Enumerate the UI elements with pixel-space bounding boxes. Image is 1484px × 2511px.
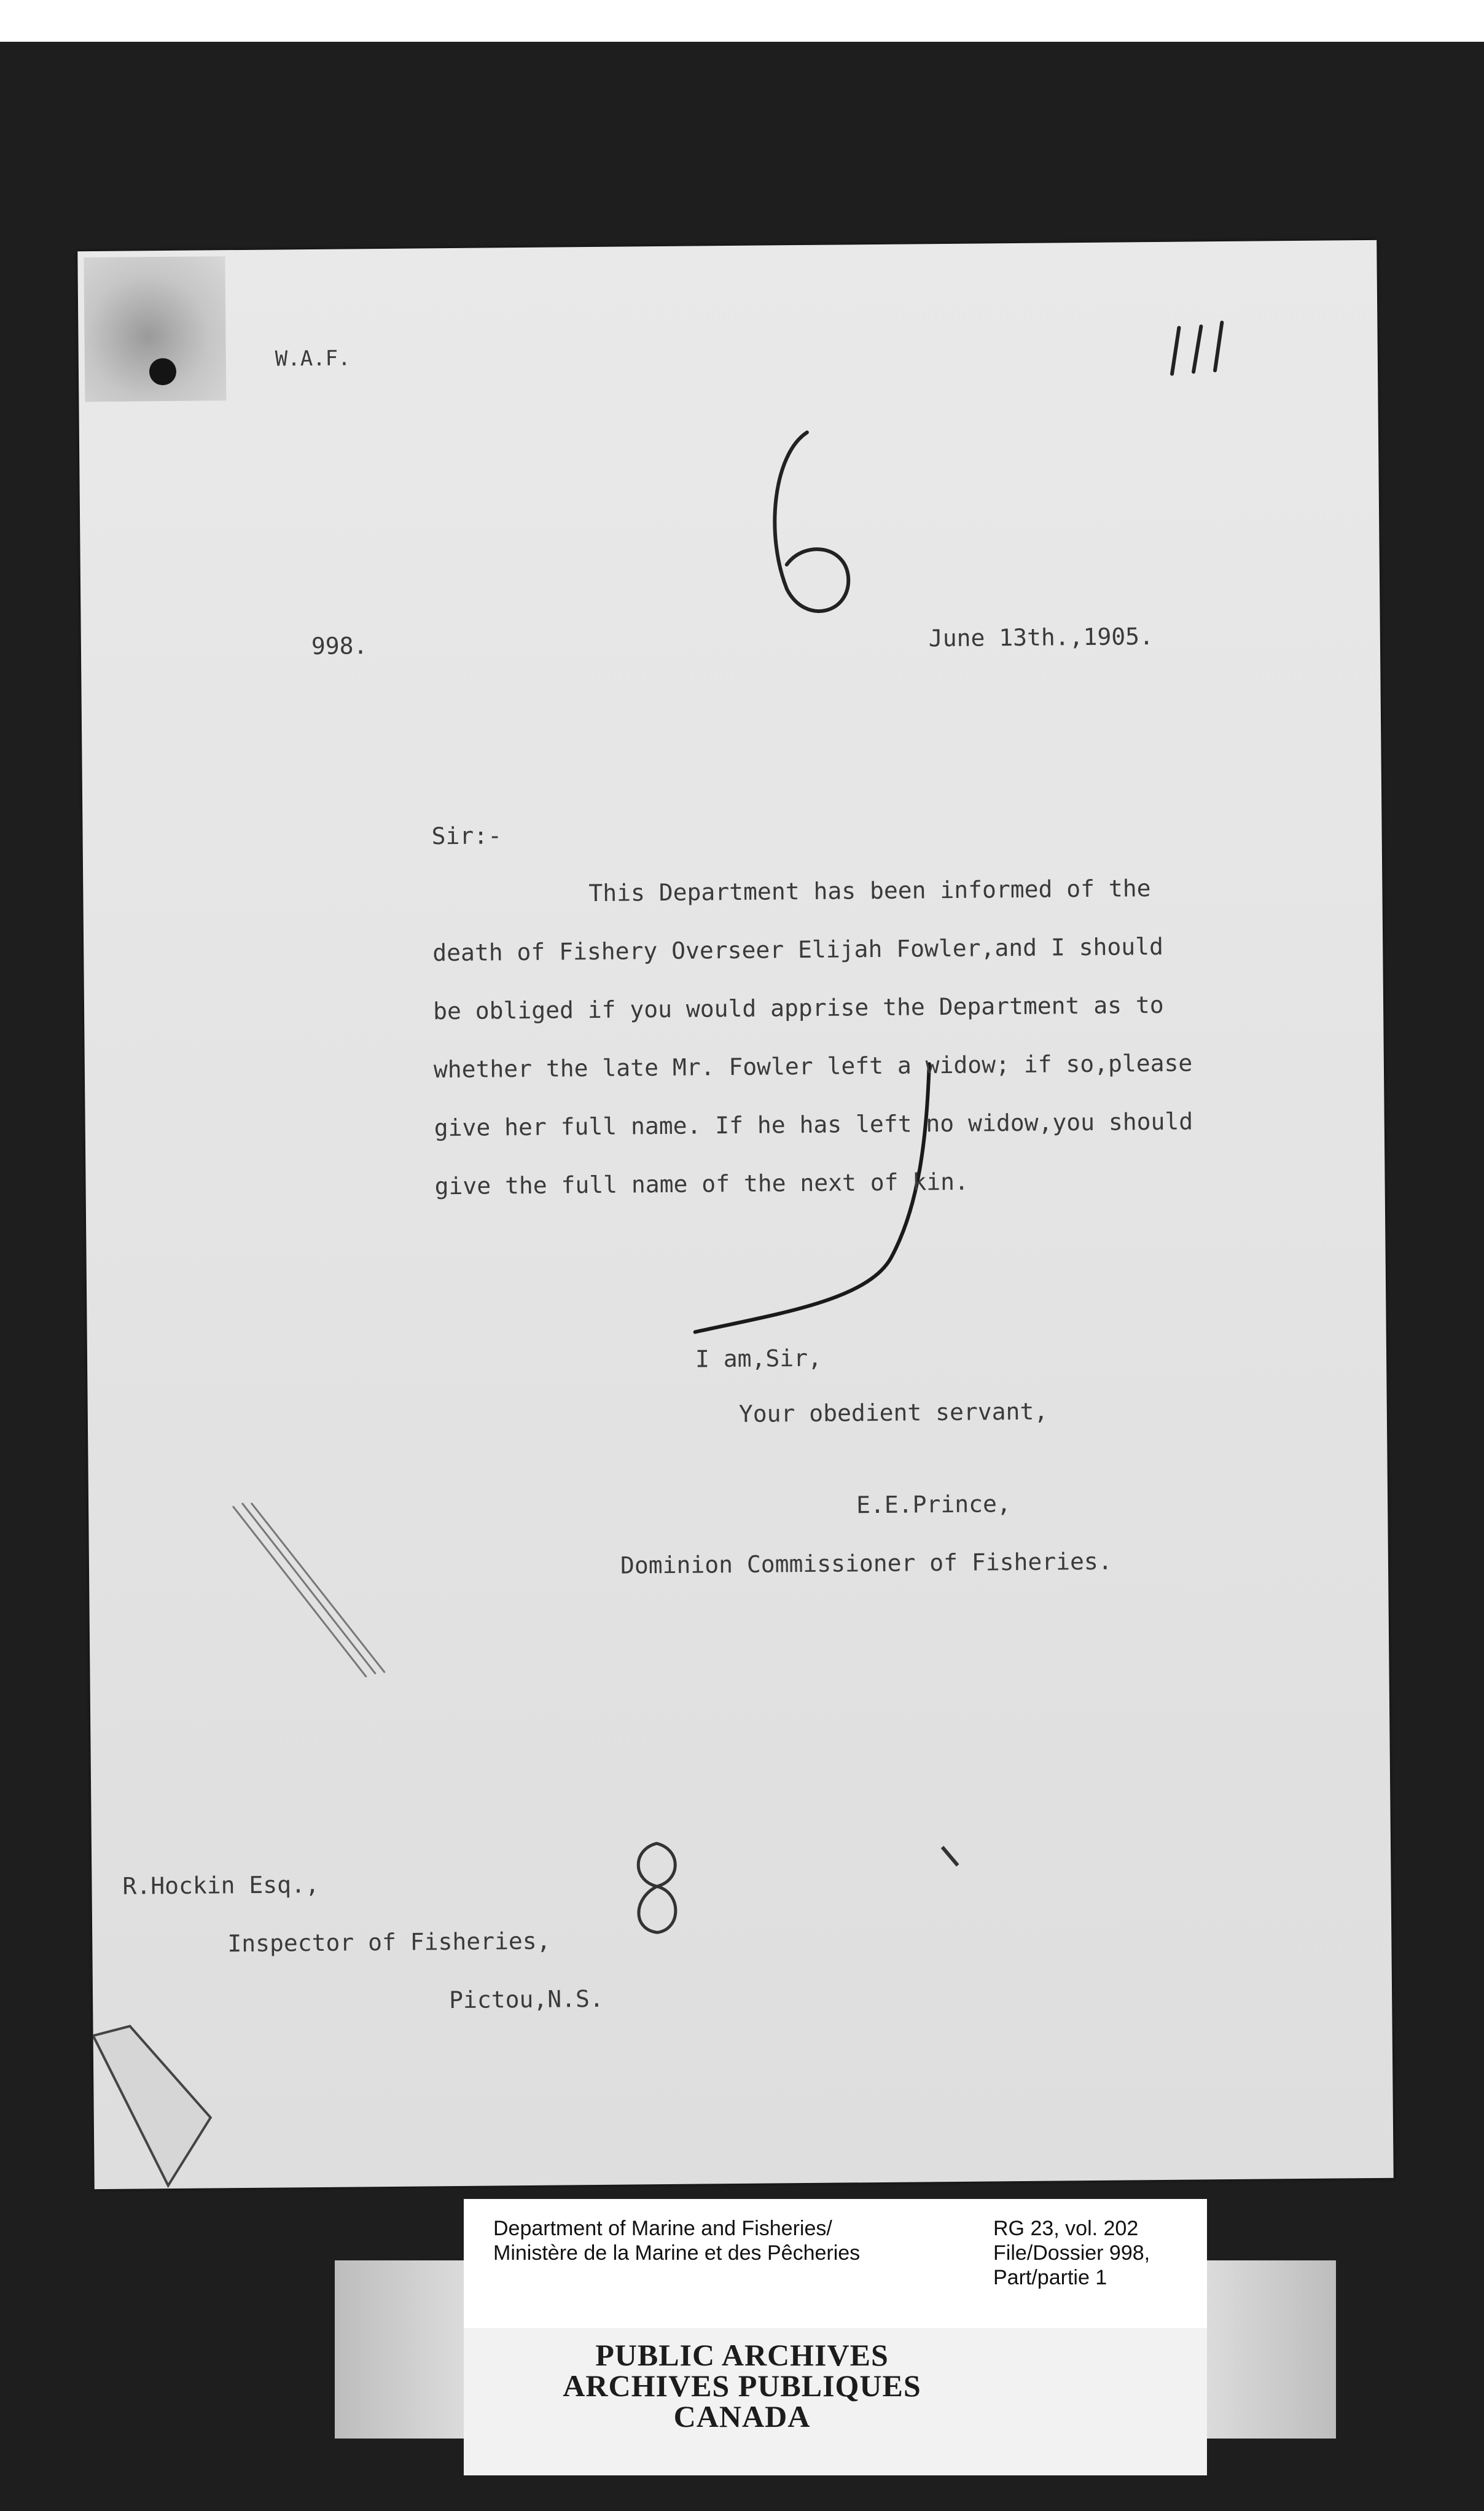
body-line: be obliged if you would apprise the Department as to (432, 991, 1164, 1025)
signer-title: Dominion Commissioner of Fisheries. (620, 1547, 1112, 1579)
record-group: RG 23, vol. 202 (993, 2217, 1139, 2240)
addressee-place: Pictou,N.S. (448, 1985, 604, 2014)
handwritten-numeral-6 (774, 432, 849, 611)
folio-number-handwritten (1171, 322, 1222, 374)
initials: W.A.F. (275, 346, 351, 372)
letter-page (77, 240, 1393, 2189)
letter-date: June 13th.,1905. (928, 623, 1154, 652)
department-english: Department of Marine and Fisheries/ (493, 2217, 832, 2240)
salutation: Sir:- (431, 822, 502, 850)
department-french: Ministère de la Marine et des Pêcheries (493, 2241, 861, 2265)
folded-corner (93, 2026, 211, 2187)
closing-servant: Your obedient servant, (738, 1397, 1049, 1427)
archive-label-card (464, 2199, 1207, 2328)
stamp-canada: CANADA (673, 2399, 811, 2434)
pencil-tick (942, 1847, 958, 1865)
stamp-archives-publiques: ARCHIVES PUBLIQUES (563, 2368, 921, 2403)
body-line: give her full name. If he has left no widow,you should (434, 1107, 1193, 1142)
part-partie: Part/partie 1 (993, 2266, 1107, 2289)
signer-name: E.E.Prince, (856, 1490, 1011, 1519)
file-dossier: File/Dossier 998, (993, 2241, 1150, 2265)
stamp-public-archives: PUBLIC ARCHIVES (595, 2338, 889, 2372)
file-number: 998. (311, 632, 368, 660)
scratch-marks (233, 1502, 385, 1678)
addressee-title: Inspector of Fisheries, (227, 1927, 551, 1958)
body-line: This Department has been informed of the (588, 875, 1151, 907)
body-line: death of Fishery Overseer Elijah Fowler,and I should (432, 932, 1164, 967)
closing-greeting: I am,Sir, (695, 1344, 822, 1373)
addressee-name: R.Hockin Esq., (122, 1870, 319, 1900)
pen-stroke (693, 1064, 932, 1332)
handwritten-numeral-8 (638, 1843, 676, 1933)
body-line: give the full name of the next of kin. (434, 1168, 969, 1200)
body-line: whether the late Mr. Fowler left a widow; if so,please (433, 1049, 1193, 1084)
